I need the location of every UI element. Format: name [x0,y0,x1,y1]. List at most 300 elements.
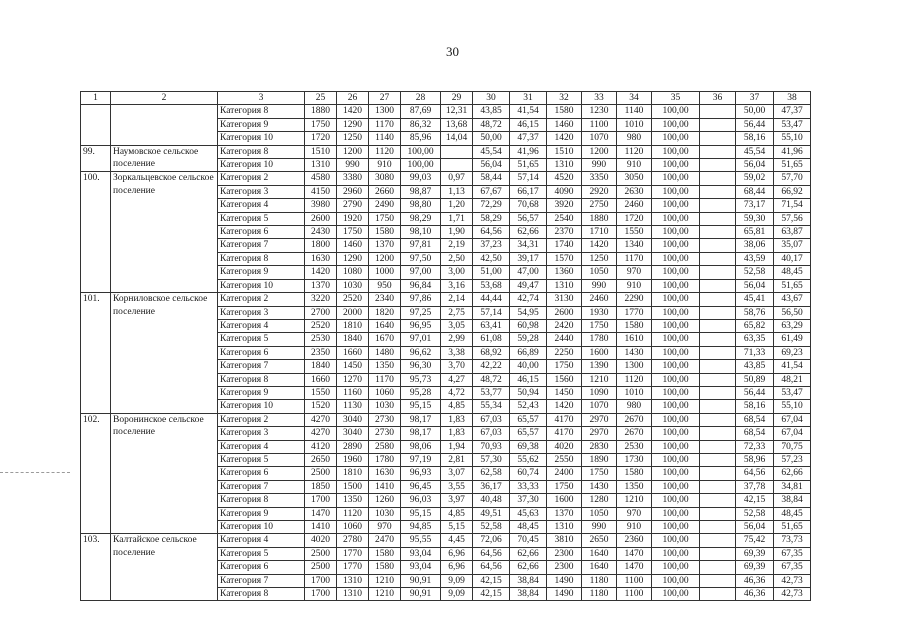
value-cell: 43,67 [774,293,811,306]
value-cell: 100,00 [652,118,700,131]
value-cell: 1,83 [441,427,473,440]
value-cell: 98,10 [401,226,441,239]
value-cell [700,212,736,225]
value-cell: 100,00 [652,427,700,440]
value-cell: 95,15 [401,507,441,520]
value-cell: 58,16 [736,132,774,145]
value-cell: 62,66 [510,561,547,574]
header-cell: 3 [218,92,305,105]
value-cell: 97,19 [401,453,441,466]
value-cell: 100,00 [652,360,700,373]
value-cell: 2580 [369,440,401,453]
value-cell [700,306,736,319]
value-cell: 1290 [337,118,369,131]
value-cell: 67,35 [774,547,811,560]
value-cell [700,252,736,265]
value-cell: 1780 [582,333,617,346]
value-cell: 12,31 [441,105,473,118]
value-cell: 1,13 [441,185,473,198]
value-cell: 1560 [547,373,582,386]
value-cell: 2430 [305,226,337,239]
value-cell: 9,09 [441,588,473,601]
value-cell: 970 [617,507,652,520]
value-cell: 2730 [369,427,401,440]
category-cell: Категория 10 [218,132,305,145]
value-cell: 1120 [617,373,652,386]
value-cell: 41,54 [774,360,811,373]
value-cell: 52,43 [510,400,547,413]
value-cell: 1450 [337,360,369,373]
value-cell: 3,70 [441,360,473,373]
value-cell: 1410 [305,521,337,534]
value-cell: 2460 [582,293,617,306]
value-cell: 63,29 [774,319,811,332]
value-cell: 58,16 [736,400,774,413]
value-cell: 100,00 [652,212,700,225]
value-cell [700,293,736,306]
value-cell: 100,00 [652,588,700,601]
value-cell: 47,37 [510,132,547,145]
value-cell: 1180 [582,574,617,587]
value-cell: 2460 [617,199,652,212]
value-cell [700,132,736,145]
value-cell: 1770 [617,306,652,319]
value-cell [700,172,736,185]
value-cell [700,480,736,493]
value-cell: 100,00 [652,440,700,453]
value-cell: 4020 [547,440,582,453]
value-cell: 98,17 [401,413,441,426]
table-row [81,534,811,547]
value-cell: 1430 [582,480,617,493]
value-cell: 4580 [305,172,337,185]
table-row [81,293,811,306]
value-cell: 2970 [582,413,617,426]
value-cell: 1570 [547,252,582,265]
value-cell: 1140 [617,105,652,118]
value-cell: 6,96 [441,561,473,574]
value-cell [700,467,736,480]
value-cell: 2350 [305,346,337,359]
category-cell: Категория 2 [218,413,305,426]
value-cell [700,561,736,574]
value-cell: 1550 [305,386,337,399]
value-cell: 2650 [582,534,617,547]
value-cell: 98,80 [401,199,441,212]
value-cell: 1630 [305,252,337,265]
settlement-name [111,105,218,145]
value-cell: 68,54 [736,427,774,440]
value-cell: 990 [337,159,369,172]
value-cell: 1580 [617,319,652,332]
value-cell: 56,50 [774,306,811,319]
value-cell [700,440,736,453]
header-cell: 34 [617,92,652,105]
category-cell: Категория 9 [218,386,305,399]
value-cell: 100,00 [652,145,700,158]
value-cell: 100,00 [652,521,700,534]
settlement-name: Воронинское сельское поселение [111,413,218,534]
value-cell: 72,33 [736,440,774,453]
value-cell: 1800 [305,239,337,252]
value-cell: 1,20 [441,199,473,212]
value-cell: 3130 [547,293,582,306]
value-cell: 2290 [617,293,652,306]
value-cell: 1580 [369,547,401,560]
value-cell: 96,30 [401,360,441,373]
value-cell: 2420 [547,319,582,332]
value-cell: 1780 [369,453,401,466]
value-cell: 66,92 [774,185,811,198]
value-cell: 1610 [617,333,652,346]
value-cell: 67,03 [473,427,510,440]
category-cell: Категория 9 [218,266,305,279]
value-cell: 2520 [305,319,337,332]
header-cell: 2 [111,92,218,105]
value-cell: 49,47 [510,279,547,292]
value-cell: 51,65 [774,159,811,172]
value-cell: 1770 [337,561,369,574]
value-cell: 61,49 [774,333,811,346]
value-cell: 2730 [369,413,401,426]
value-cell: 1200 [337,145,369,158]
value-cell: 96,95 [401,319,441,332]
value-cell: 40,00 [510,360,547,373]
category-cell: Категория 3 [218,306,305,319]
value-cell: 6,96 [441,547,473,560]
value-cell: 72,06 [473,534,510,547]
value-cell: 100,00 [652,185,700,198]
value-cell: 100,00 [652,172,700,185]
value-cell: 3,38 [441,346,473,359]
value-cell: 1770 [337,547,369,560]
value-cell: 3920 [547,199,582,212]
value-cell [700,386,736,399]
value-cell: 1630 [369,467,401,480]
category-cell: Категория 5 [218,333,305,346]
category-cell: Категория 6 [218,226,305,239]
value-cell: 33,33 [510,480,547,493]
value-cell: 1660 [305,373,337,386]
value-cell: 2780 [337,534,369,547]
value-cell: 40,17 [774,252,811,265]
value-cell: 42,73 [774,574,811,587]
value-cell: 64,56 [736,467,774,480]
value-cell: 4,27 [441,373,473,386]
category-cell: Категория 4 [218,440,305,453]
value-cell: 59,02 [736,172,774,185]
value-cell: 56,04 [736,159,774,172]
value-cell: 1200 [369,252,401,265]
value-cell: 2600 [547,306,582,319]
value-cell: 1420 [305,266,337,279]
value-cell [700,494,736,507]
value-cell: 4170 [547,413,582,426]
value-cell: 3,07 [441,467,473,480]
category-cell: Категория 8 [218,494,305,507]
value-cell [700,159,736,172]
value-cell: 1170 [369,373,401,386]
value-cell: 37,30 [510,494,547,507]
value-cell: 96,45 [401,480,441,493]
category-cell: Категория 8 [218,373,305,386]
value-cell [700,507,736,520]
value-cell: 2630 [617,185,652,198]
value-cell: 1210 [617,494,652,507]
value-cell: 61,08 [473,333,510,346]
value-cell: 55,10 [774,400,811,413]
value-cell: 1600 [547,494,582,507]
value-cell: 1420 [337,105,369,118]
value-cell: 52,58 [736,266,774,279]
header-cell: 28 [401,92,441,105]
value-cell: 1100 [617,574,652,587]
value-cell: 44,44 [473,293,510,306]
value-cell: 42,73 [774,588,811,601]
value-cell: 1580 [617,467,652,480]
value-cell: 2540 [547,212,582,225]
value-cell [700,333,736,346]
value-cell: 100,00 [652,400,700,413]
value-cell: 1250 [582,252,617,265]
header-cell: 30 [473,92,510,105]
value-cell: 62,66 [510,226,547,239]
value-cell: 1580 [369,226,401,239]
value-cell: 2660 [369,185,401,198]
value-cell: 85,96 [401,132,441,145]
value-cell: 1300 [369,105,401,118]
value-cell: 2,14 [441,293,473,306]
value-cell: 96,93 [401,467,441,480]
value-cell: 48,72 [473,118,510,131]
value-cell: 63,87 [774,226,811,239]
settlement-number: 100. [81,172,111,293]
value-cell: 1490 [547,588,582,601]
value-cell: 90,91 [401,574,441,587]
value-cell: 67,04 [774,413,811,426]
value-cell: 2530 [617,440,652,453]
value-cell: 3,97 [441,494,473,507]
value-cell: 3,55 [441,480,473,493]
value-cell: 1460 [547,118,582,131]
value-cell [700,413,736,426]
header-cell: 38 [774,92,811,105]
value-cell: 100,00 [652,159,700,172]
table-row [81,413,811,426]
value-cell: 53,68 [473,279,510,292]
value-cell: 1580 [369,561,401,574]
category-cell: Категория 7 [218,574,305,587]
value-cell [700,521,736,534]
header-cell: 26 [337,92,369,105]
header-cell: 37 [736,92,774,105]
value-cell: 2960 [337,185,369,198]
header-cell: 29 [441,92,473,105]
value-cell: 100,00 [652,319,700,332]
value-cell: 1310 [547,279,582,292]
value-cell: 64,56 [473,561,510,574]
value-cell: 100,00 [652,346,700,359]
value-cell: 100,00 [652,467,700,480]
value-cell: 71,54 [774,199,811,212]
value-cell: 100,00 [652,306,700,319]
value-cell: 3,00 [441,266,473,279]
category-cell: Категория 2 [218,293,305,306]
category-cell: Категория 5 [218,547,305,560]
value-cell: 71,33 [736,346,774,359]
value-cell: 4,45 [441,534,473,547]
value-cell: 96,84 [401,279,441,292]
category-cell: Категория 4 [218,199,305,212]
value-cell: 13,68 [441,118,473,131]
value-cell: 990 [582,279,617,292]
value-cell: 65,81 [736,226,774,239]
value-cell: 2,50 [441,252,473,265]
value-cell: 2920 [582,185,617,198]
value-cell: 2520 [337,293,369,306]
value-cell: 4090 [547,185,582,198]
value-cell: 1740 [547,239,582,252]
value-cell [700,360,736,373]
value-cell: 1,90 [441,226,473,239]
value-cell: 100,00 [652,453,700,466]
value-cell: 1750 [582,467,617,480]
value-cell: 3380 [337,172,369,185]
value-cell: 100,00 [652,413,700,426]
value-cell: 1460 [337,239,369,252]
category-cell: Категория 7 [218,239,305,252]
value-cell: 86,32 [401,118,441,131]
value-cell [700,346,736,359]
value-cell: 3040 [337,427,369,440]
value-cell: 3220 [305,293,337,306]
value-cell: 3,05 [441,319,473,332]
value-cell: 62,66 [510,547,547,560]
value-cell: 2550 [547,453,582,466]
value-cell: 910 [617,159,652,172]
value-cell: 93,04 [401,561,441,574]
value-cell: 42,50 [473,252,510,265]
value-cell: 1410 [369,480,401,493]
value-cell: 3810 [547,534,582,547]
value-cell: 41,96 [774,145,811,158]
value-cell: 97,86 [401,293,441,306]
value-cell: 1640 [582,561,617,574]
value-cell: 1310 [337,574,369,587]
value-cell: 1810 [337,319,369,332]
value-cell: 1890 [582,453,617,466]
value-cell: 55,62 [510,453,547,466]
value-cell [700,547,736,560]
value-cell: 1420 [582,239,617,252]
value-cell: 100,00 [652,239,700,252]
value-cell: 40,48 [473,494,510,507]
value-cell: 50,00 [736,105,774,118]
value-cell [700,319,736,332]
value-cell: 2,99 [441,333,473,346]
settlement-name: Наумовское сельское поселение [111,145,218,172]
value-cell: 1880 [582,212,617,225]
value-cell: 1520 [305,400,337,413]
value-cell: 1700 [305,494,337,507]
value-cell: 65,57 [510,413,547,426]
value-cell: 1750 [582,319,617,332]
value-cell: 3050 [617,172,652,185]
value-cell: 45,63 [510,507,547,520]
value-cell: 46,36 [736,574,774,587]
value-cell: 910 [617,279,652,292]
value-cell: 990 [582,159,617,172]
value-cell: 4,85 [441,400,473,413]
value-cell: 98,17 [401,427,441,440]
table-header-row [81,92,811,105]
value-cell: 97,50 [401,252,441,265]
settlement-number: 101. [81,293,111,414]
value-cell: 1310 [337,588,369,601]
value-cell: 57,14 [473,306,510,319]
value-cell: 1350 [337,494,369,507]
value-cell: 1080 [337,266,369,279]
value-cell: 38,84 [510,588,547,601]
value-cell: 3350 [582,172,617,185]
value-cell: 69,23 [774,346,811,359]
value-cell: 1010 [617,386,652,399]
value-cell: 1840 [337,333,369,346]
table-row [81,105,811,118]
value-cell: 37,23 [473,239,510,252]
value-cell: 45,54 [736,145,774,158]
value-cell: 1450 [547,386,582,399]
value-cell: 2650 [305,453,337,466]
page-number: 30 [446,44,459,59]
value-cell: 73,17 [736,199,774,212]
value-cell: 87,69 [401,105,441,118]
value-cell: 1670 [369,333,401,346]
value-cell [700,118,736,131]
value-cell: 38,84 [774,494,811,507]
value-cell: 51,65 [774,521,811,534]
value-cell: 58,44 [473,172,510,185]
value-cell: 1470 [617,547,652,560]
value-cell: 1750 [305,118,337,131]
value-cell: 1550 [617,226,652,239]
category-cell: Категория 8 [218,252,305,265]
value-cell: 63,41 [473,319,510,332]
value-cell: 2670 [617,427,652,440]
value-cell: 66,17 [510,185,547,198]
value-cell: 58,96 [736,453,774,466]
value-cell: 4170 [547,427,582,440]
value-cell: 53,47 [774,118,811,131]
value-cell [700,427,736,440]
value-cell: 56,04 [473,159,510,172]
category-cell: Категория 9 [218,118,305,131]
value-cell: 4020 [305,534,337,547]
value-cell: 2970 [582,427,617,440]
value-cell: 100,00 [401,145,441,158]
category-cell: Категория 6 [218,346,305,359]
value-cell: 2440 [547,333,582,346]
value-cell: 100,00 [652,279,700,292]
value-cell: 97,00 [401,266,441,279]
value-cell: 1750 [369,212,401,225]
value-cell: 1370 [547,507,582,520]
value-cell: 72,29 [473,199,510,212]
header-cell: 35 [652,92,700,105]
value-cell: 2400 [547,467,582,480]
value-cell: 1920 [337,212,369,225]
value-cell: 45,41 [736,293,774,306]
